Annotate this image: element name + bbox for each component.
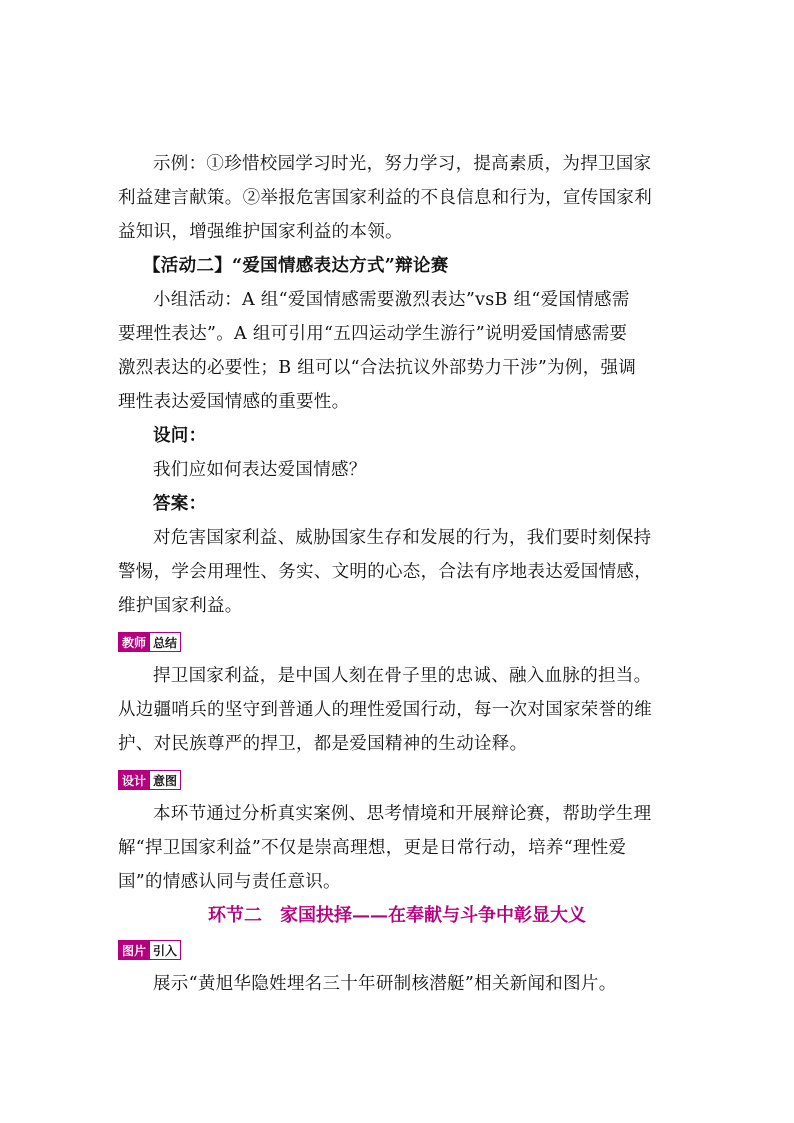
answer-label: 答案：	[153, 494, 207, 514]
activity-heading: 【活动二】“爱国情感表达方式”辩论赛	[143, 256, 449, 276]
question-text: 我们应如何表达爱国情感？	[153, 460, 367, 480]
picture-intro-tag	[118, 940, 181, 960]
tag-label-primary: 图片	[119, 941, 149, 959]
paragraph-line: 从边疆哨兵的坚守到普通人的理性爱国行动，每一次对国家荣誉的维	[118, 700, 652, 720]
paragraph-line: 本环节通过分析真实案例、思考情境和开展辩论赛，帮助学生理	[153, 804, 652, 824]
paragraph-line: 要理性表达”。A 组可引用“五四运动学生游行”说明爱国情感需要	[118, 324, 628, 344]
paragraph-line: 激烈表达的必要性；B 组可以“合法抗议外部势力干涉”为例，强调	[118, 358, 637, 378]
tag-label-secondary: 引入	[149, 941, 180, 959]
paragraph-line: 维护国家利益。	[118, 596, 243, 616]
paragraph-line: 解“捍卫国家利益”不仅是崇高理想，更是日常行动，培养“理性爱	[118, 838, 627, 858]
paragraph-line: 小组活动：A 组“爱国情感需要激烈表达”vsB 组“爱国情感需	[153, 290, 630, 310]
tag-label-primary: 设计	[119, 771, 149, 789]
paragraph-line: 展示“黄旭华隐姓埋名三十年研制核潜艇”相关新闻和图片。	[153, 974, 617, 994]
tag-label-secondary: 意图	[149, 771, 180, 789]
paragraph-line: 捍卫国家利益，是中国人刻在骨子里的忠诚、融入血脉的担当。	[153, 666, 652, 686]
teacher-summary-tag	[118, 632, 181, 652]
paragraph-line: 护、对民族尊严的捍卫，都是爱国精神的生动诠释。	[118, 734, 528, 754]
question-label: 设问：	[153, 426, 207, 446]
paragraph-line: 理性表达爱国情感的重要性。	[118, 392, 350, 412]
paragraph-line: 对危害国家利益、威胁国家生存和发展的行为，我们要时刻保持	[153, 528, 652, 548]
paragraph-line: 利益建言献策。②举报危害国家利益的不良信息和行为，宣传国家利	[118, 188, 652, 208]
paragraph-line: 国”的情感认同与责任意识。	[118, 872, 341, 892]
design-intent-tag	[118, 770, 181, 790]
tag-label-secondary: 总结	[149, 633, 180, 651]
paragraph-line: 益知识，增强维护国家利益的本领。	[118, 222, 403, 242]
paragraph-line: 示例：①珍惜校园学习时光，努力学习，提高素质，为捍卫国家	[153, 154, 652, 174]
paragraph-line: 警惕，学会用理性、务实、文明的心态，合法有序地表达爱国情感，	[118, 562, 652, 582]
section-title: 环节二 家国抉择——在奉献与斗争中彰显大义	[208, 905, 586, 926]
tag-label-primary: 教师	[119, 633, 149, 651]
